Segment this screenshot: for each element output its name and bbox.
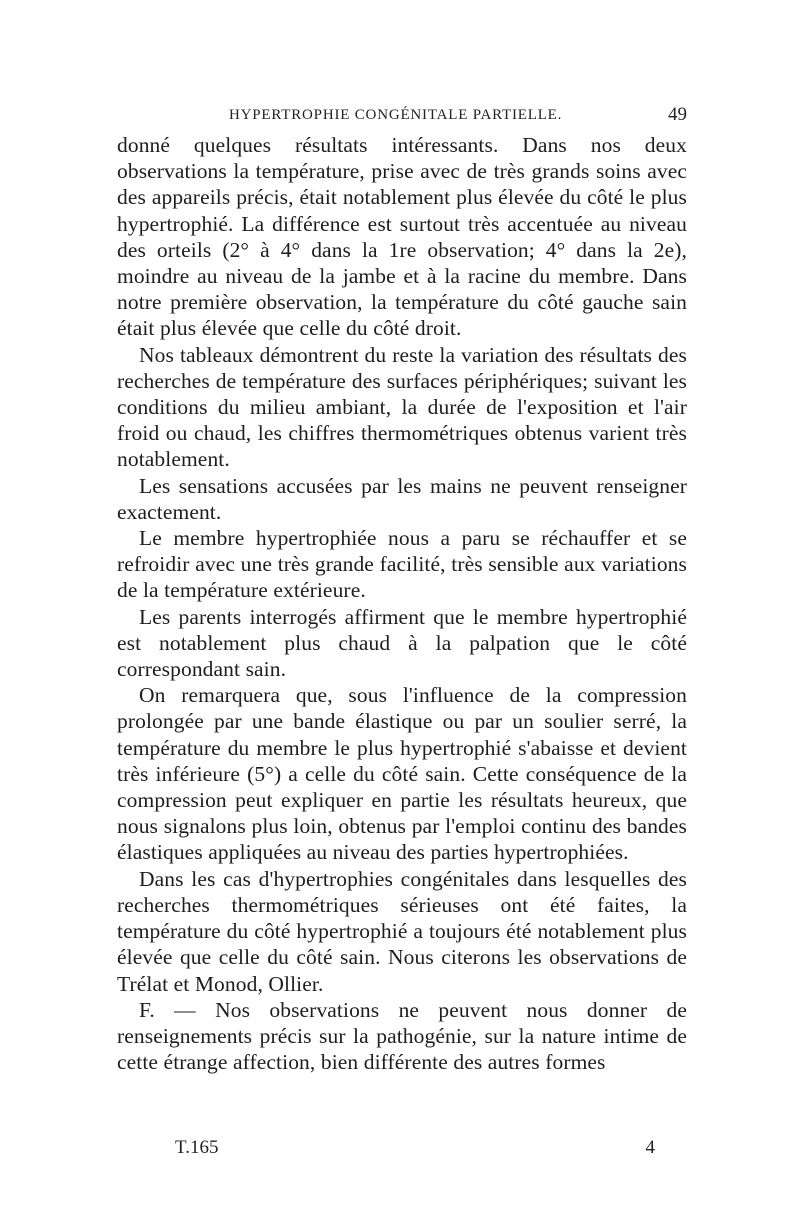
- paragraph-warming-cooling: Le membre hypertrophiée nous a paru se réchauffer et se refroidir avec une très grande facilité, très sensible aux variations de la température extérieure.: [117, 526, 687, 603]
- paragraph-temperature-results: donné quelques résultats intéressants. Dans nos deux observations la température, prise avec de très grands soins avec des appareils précis, était notablement plus élevée du côté le plus hypertrophié. La différence est surtout très accentuée au niveau des orteils (2° à 4° dans la 1re observation; 4° dans la 2e), moindre au niveau de la jambe et à la racine du membre. Dans notre première observation, la température du côté gauche sain était plus élevée que celle du côté droit.: [117, 133, 687, 341]
- paragraph-congenital-cases: Dans les cas d'hypertrophies congénitales dans lesquelles des recherches thermométriques sérieuses ont été faites, la température du côté hypertrophié a toujours été notablement plus élevée que celle du côté sain. Nous citerons les observations de Trélat et Monod, Ollier.: [117, 866, 687, 996]
- body-text: [117, 132, 687, 1075]
- paragraph-compression: On remarquera que, sous l'influence de la compression prolongée par une bande élastique ou par un soulier serré, la température du membre le plus hypertrophié s'abaisse et devient très inférieure (5°) a celle du côté sain. Cette conséquence de la compression peut expliquer en partie les résultats heureux, que nous signalons plus loin, obtenus par l'emploi continu des bandes élastiques appliquées au niveau des parties hypertrophiées.: [117, 683, 687, 865]
- paragraph-temperature-variation: Nos tableaux démontrent du reste la variation des résultats des recherches de température des surfaces périphériques; suivant les conditions du milieu ambiant, la durée de l'exposition et l'air froid ou chaud, les chiffres thermométriques obtenus varient très notablement.: [117, 342, 687, 472]
- gathering-number: 4: [645, 1137, 655, 1158]
- page-footer: [117, 1134, 687, 1162]
- paragraph-hand-sensations: Les sensations accusées par les mains ne peuvent renseigner exactement.: [117, 473, 687, 524]
- signature-mark: T.165: [175, 1137, 219, 1158]
- paragraph-parents-report: Les parents interrogés affirment que le membre hypertrophié est notablement plus chaud à la palpation que le côté correspondant sain.: [117, 604, 687, 682]
- page-number: 49: [668, 104, 687, 125]
- paragraph-section-f: F. — Nos observations ne peuvent nous donner de renseignements précis sur la pathogénie, sur la nature intime de cette étrange affection, bien différente des autres formes: [117, 997, 687, 1075]
- running-head: [117, 102, 687, 128]
- running-title: HYPERTROPHIE CONGÉNITALE PARTIELLE.: [229, 107, 563, 123]
